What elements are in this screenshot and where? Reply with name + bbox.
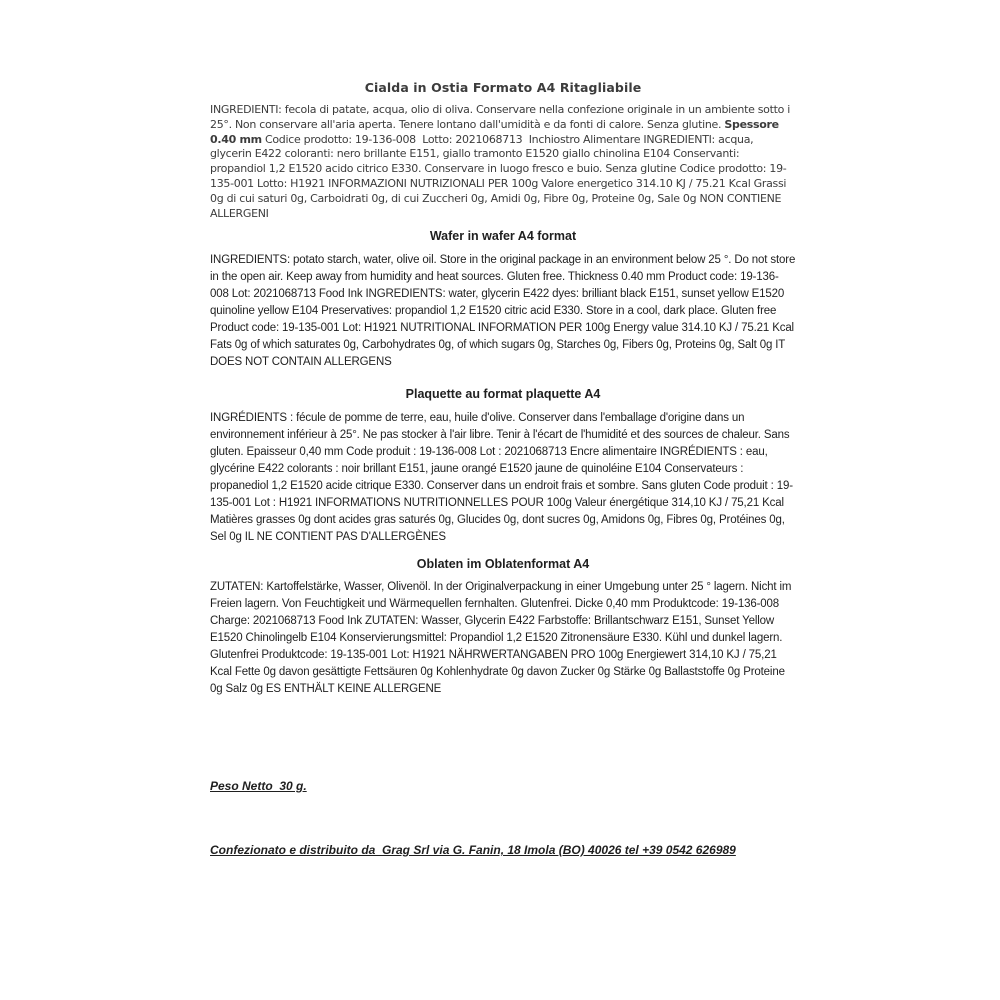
document-title: Cialda in Ostia Formato A4 Ritagliabile — [364, 80, 642, 95]
section-german-body: ZUTATEN: Kartoffelstärke, Wasser, Olivenöl. In der Originalverpackung in einer Umgebung unter 25 ° lagern. Nicht im Freien lagern. Von Feuchtigkeit und Wärmequellen fernhalten. Glutenfrei. Dicke 0,40 mm Produktcode: 19-136-008 Charge: 2021068713 Food Ink ZUTATEN: Wasser, Glycerin E422 Farbstoffe: Brillantschwarz E151, Sunset Yellow E1520 Chinolingelb E104 Konservierungsmittel: Propandiol 1,2 E1520 Zitronensäure E330. Kühl und dunkel lagern. Glutenfrei Produktcode: 19-135-001 Lot: H1921 NÄHRWERTANGABEN PRO 100g Energiewert 314,10 KJ / 75,21 Kcal Fette 0g davon gesättigte Fettsäuren 0g Kohlenhydrate 0g davon Zucker 0g Stärke 0g Ballaststoffe 0g Proteine 0g Salz 0g ES ENTHÄLT KEINE ALLERGENE — [210, 581, 795, 695]
section-english-body: INGREDIENTS: potato starch, water, olive oil. Store in the original package in an environment below 25 °. Do not store in the open air. Keep away from humidity and heat sources. Gluten free. Thickness 0.40 mm Product code: 19-136-008 Lot: 2021068713 Food Ink INGREDIENTS: water, glycerin E422 dyes: brilliant black E151, sunset yellow E1520 quinoline yellow E104 Preservatives: propandiol 1,2 E1520 citric acid E330. Store in a cool, dark place. Gluten free Product code: 19-135-001 Lot: H1921 NUTRITIONAL INFORMATION PER 100g Energy value 314.10 KJ / 75.21 Kcal Fats 0g of which saturates 0g, Carbohydrates 0g, of which sugars 0g, Starches 0g, Fibers 0g, Proteins 0g, Salt 0g IT DOES NOT CONTAIN ALLERGENS — [210, 254, 799, 368]
section-heading-french: Plaquette au format plaquette A4 — [405, 387, 601, 401]
section-italian-body — [210, 103, 796, 221]
italian-thickness-bold-text: Spessore 0.40 mm — [210, 117, 783, 146]
section-heading-english: Wafer in wafer A4 format — [429, 229, 577, 243]
italian-ingredients-text: INGREDIENTI: fecola di patate, acqua, olio di oliva. Conservare nella confezione originale in un ambiente sotto i 25°. Non conservare all'aria aperta. Tenere lontano dall'umidità e da fonti di calore. Senza glutine. — [210, 103, 794, 131]
distributor-line: Confezionato e distribuito da Grag Srl via G. Fanin, 18 Imola (BO) 40026 tel +39 0542 626989 — [210, 843, 736, 857]
section-french-body: INGRÉDIENTS : fécule de pomme de terre, eau, huile d'olive. Conserver dans l'emballage d'origine dans un environnement inférieur à 25°. Ne pas stocker à l'air libre. Tenir à l'écart de l'humidité et des sources de chaleur. Sans gluten. Epaisseur 0,40 mm Code produit : 19-136-008 Lot : 2021068713 Encre alimentaire INGRÉDIENTS : eau, glycérine E422 colorants : noir brillant E151, jaune orangé E1520 jaune de quinoléine E104 Conservateurs : propanediol 1,2 E1520 acide citrique E330. Conserver dans un endroit frais et sombre. Sans gluten Code produit : 19-135-001 Lot : H1921 INFORMATIONS NUTRITIONNELLES POUR 100g Valeur énergétique 314,10 KJ / 75,21 Kcal Matières grasses 0g dont acides gras saturés 0g, Glucides 0g, dont sucres 0g, Amidons 0g, Fibres 0g, Protéines 0g, Sel 0g IL NE CONTIENT PAS D'ALLERGÈNES — [210, 412, 793, 543]
net-weight-line: Peso Netto 30 g. — [210, 779, 307, 793]
italian-codes-nutrition-text: Codice prodotto: 19-136-008 Lotto: 2021068713 Inchiostro Alimentare INGREDIENTI: acqua, glycerin E422 coloranti: nero brillante E151, giallo tramonto E1520 giallo chinolina E104 Conservanti: propandiol 1,2 E1520 acido citrico E330. Conservare in luogo fresco e buio. Senza glutine Codice prodotto: 19-135-001 Lotto: H1921 INFORMAZIONI NUTRIZIONALI PER 100g Valore energetico 314.10 KJ / 75.21 Kcal Grassi 0g di cui saturi 0g, Carboidrati 0g, di cui Zuccheri 0g, Amidi 0g, Fibre 0g, Proteine 0g, Sale 0g NON CONTIENE ALLERGENI — [210, 132, 790, 220]
section-heading-german: Oblaten im Oblatenformat A4 — [416, 557, 590, 571]
